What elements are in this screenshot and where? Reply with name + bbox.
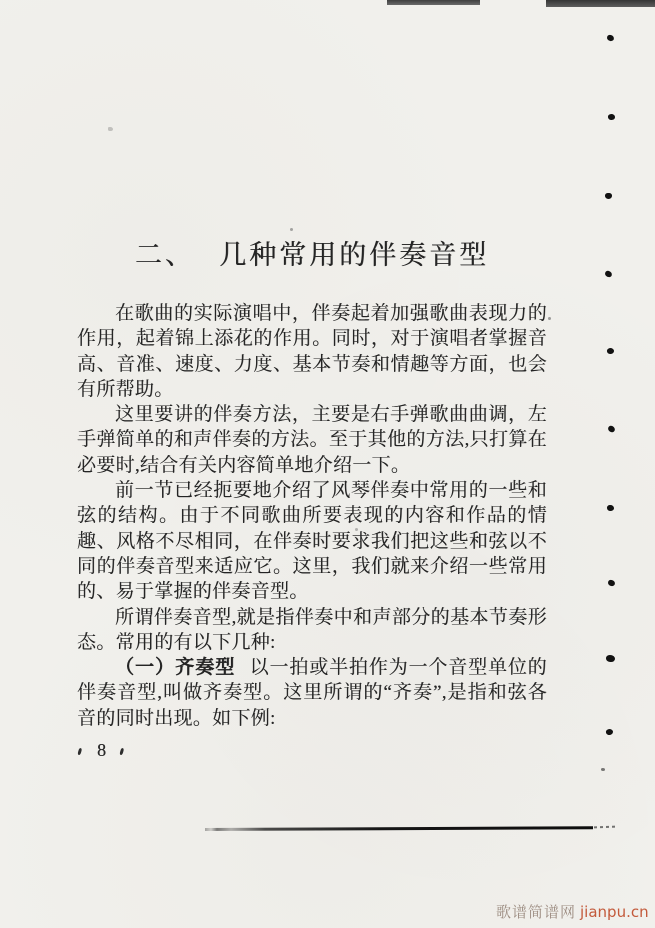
scan-mark [607,425,616,433]
paragraph [77,655,547,731]
paragraph-text: 这里要讲的伴奏方法，主要是右手弹歌曲曲调，左手弹简单的和声伴奏的方法。至于其他的方法,只打算在必要时,结合有关内容简单地介绍一下。 [77,404,547,476]
footer-rule [205,826,593,831]
speck [108,127,113,131]
watermark-site-url: jianpu.cn [580,903,649,921]
paragraph [77,301,547,402]
paragraph-text: 所谓伴奏音型,就是指伴奏中和声部分的基本节奏形态。常用的有以下几种: [77,606,547,653]
scan-mark [606,34,614,41]
footer-rule-tail [594,826,616,829]
paragraph [77,402,547,478]
paragraph [77,478,547,604]
paragraph-lead: （一）齐奏型 [115,657,236,679]
paragraph-text: 在歌曲的实际演唱中，伴奏起着加强歌曲表现力的作用，起着锦上添花的作用。同时，对于演唱者掌握音高、音准、速度、力度、基本节奏和情趣等方面，也会有所帮助。 [77,303,547,400]
paragraph-text: 前一节已经扼要地介绍了风琴伴奏中常用的一些和弦的结构。由于不同歌曲所要表现的内容和作品的情趣、风格不尽相同，在伴奏时要求我们把这些和弦以不同的伴奏音型来适应它。这里，我们就来介绍一些常用的、易于掌握的伴奏音型。 [77,480,547,603]
scan-mark [607,505,614,512]
scan-mark [606,655,615,662]
scan-artifact-bar [387,0,480,5]
watermark-site-name: 歌谱简谱网 [496,903,577,921]
chapter-title-text: 几种常用的伴奏音型 [219,240,490,270]
page-number-tick-left [77,748,82,756]
watermark [496,901,649,922]
scan-mark [605,728,614,736]
page-number-tick-right [119,748,124,756]
scan-mark [604,270,613,278]
scan-artifact-bar [546,0,655,7]
scan-mark [608,579,616,586]
paragraph [77,605,547,656]
scan-mark [605,193,612,199]
scan-mark [606,347,614,355]
scan-mark [601,768,605,771]
scan-mark [608,114,616,121]
chapter-number: 二、 [134,240,195,270]
paragraph-text: 以一拍或半拍作为一个音型单位的伴奏音型,叫做齐奏型。这里所谓的“齐奏”,是指和弦各音的同时出现。如下例: [77,657,547,729]
speck [548,317,551,320]
body-text [77,301,547,731]
page-number-value: 8 [97,740,106,760]
speck [290,228,293,231]
page-number [78,740,158,761]
chapter-title [77,233,547,272]
